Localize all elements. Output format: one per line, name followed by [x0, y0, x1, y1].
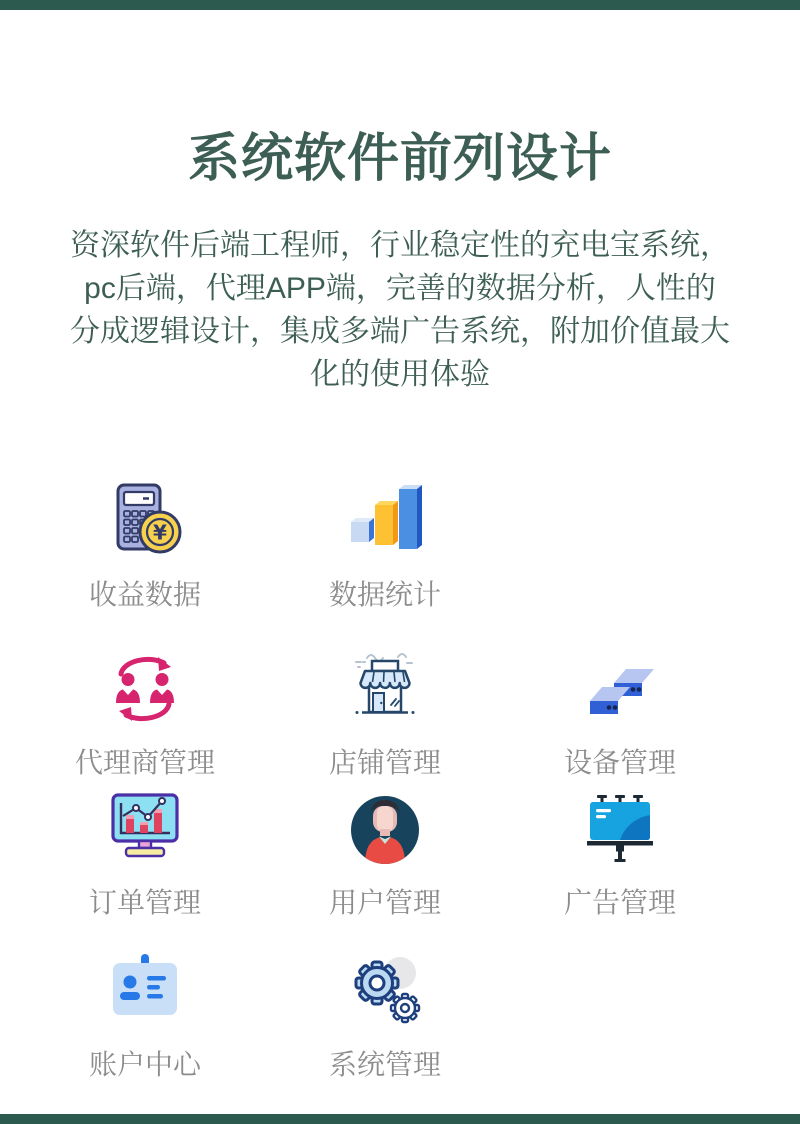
feature-label: 账户中心 [88, 1049, 201, 1080]
feature-label: 用户管理 [328, 887, 441, 918]
billboard-icon [578, 788, 662, 872]
svg-text:¥: ¥ [153, 520, 167, 545]
feature-label: 设备管理 [563, 747, 676, 778]
page-description: 资深软件后端工程师，行业稳定性的充电宝系统，pc后端，代理APP端，完善的数据分析，人性的分成逻辑设计，集成多端广告系统，附加价值最大化的使用体验 [70, 229, 730, 391]
bottom-accent-bar [0, 1114, 800, 1124]
feature-user-management [275, 788, 495, 921]
monitor-chart-icon [103, 788, 187, 872]
top-accent-bar [0, 0, 800, 10]
bar-chart-3d-icon [343, 480, 427, 564]
feature-label: 店铺管理 [328, 747, 441, 778]
feature-ad-management [510, 788, 730, 921]
feature-data-statistics [275, 480, 495, 613]
feature-order-management [35, 788, 255, 921]
feature-label: 系统管理 [328, 1049, 441, 1080]
feature-label: 数据统计 [328, 579, 441, 610]
storefront-icon [343, 648, 427, 732]
feature-store-management [275, 648, 495, 781]
feature-device-management [510, 648, 730, 781]
id-card-icon [103, 950, 187, 1034]
feature-label: 收益数据 [88, 579, 201, 610]
page-title: 系统软件前列设计 [187, 130, 612, 188]
feature-label: 广告管理 [563, 887, 676, 918]
feature-account-center [35, 950, 255, 1083]
feature-agent-management [35, 648, 255, 781]
gears-icon [343, 950, 427, 1034]
calculator-coin-icon [103, 480, 187, 564]
feature-label: 代理商管理 [74, 747, 215, 778]
feature-revenue-data [35, 480, 255, 613]
user-avatar-icon [343, 788, 427, 872]
devices-stack-icon [578, 648, 662, 732]
agents-sync-icon [103, 648, 187, 732]
feature-system-management [275, 950, 495, 1083]
feature-label: 订单管理 [88, 887, 201, 918]
